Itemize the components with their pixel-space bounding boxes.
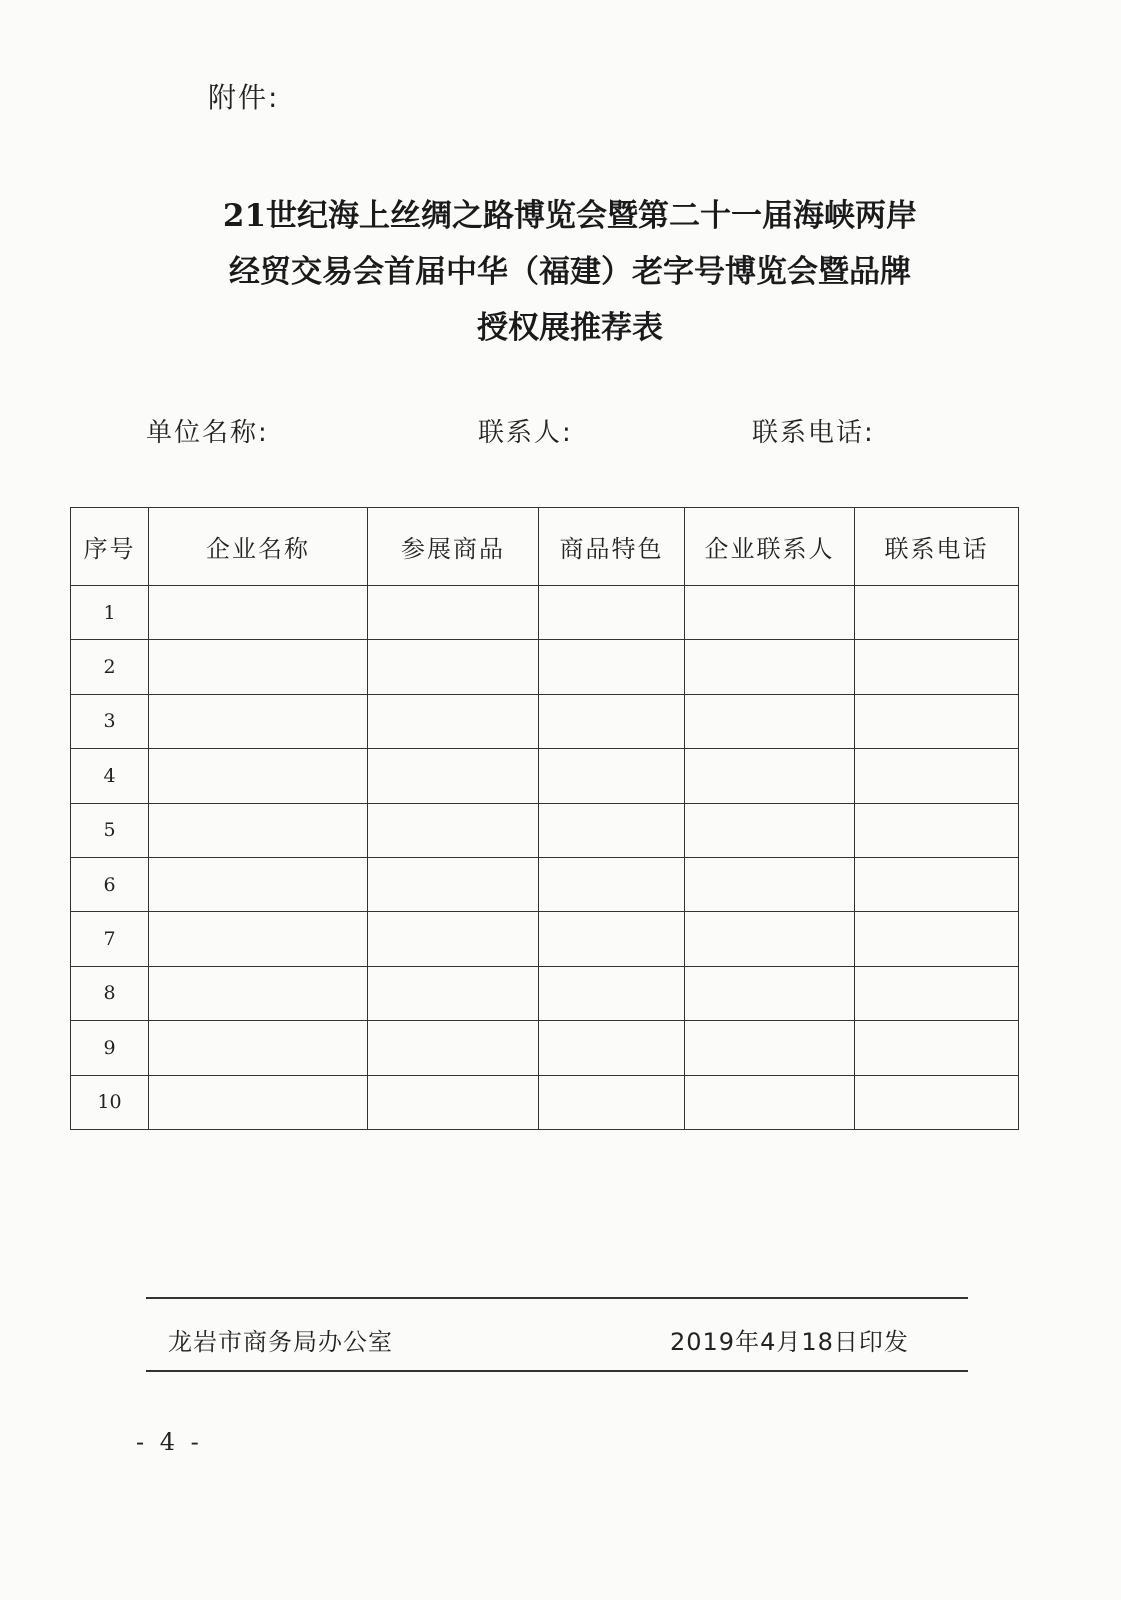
row-serial: 6 bbox=[71, 857, 149, 911]
cell-company-name bbox=[149, 586, 368, 640]
row-serial: 1 bbox=[71, 586, 149, 640]
table-row bbox=[71, 694, 1019, 748]
row-serial: 3 bbox=[71, 694, 149, 748]
row-serial: 2 bbox=[71, 640, 149, 694]
header-company-name: 企业名称 bbox=[149, 508, 368, 586]
row-serial: 8 bbox=[71, 966, 149, 1020]
title-line-3: 授权展推荐表 bbox=[477, 310, 663, 346]
cell-exhibit-goods bbox=[368, 803, 539, 857]
cell-exhibit-goods bbox=[368, 1075, 539, 1129]
header-company-contact: 企业联系人 bbox=[685, 508, 855, 586]
row-serial: 9 bbox=[71, 1021, 149, 1075]
contact-person-label: 联系人: bbox=[478, 418, 573, 448]
issuer-office: 龙岩市商务局办公室 bbox=[168, 1328, 393, 1356]
title-line-2: 经贸交易会首届中华（福建）老字号博览会暨品牌 bbox=[229, 254, 911, 290]
cell-phone bbox=[855, 857, 1019, 911]
page-number: - 4 - bbox=[136, 1428, 203, 1456]
cell-phone bbox=[855, 912, 1019, 966]
cell-company-contact bbox=[685, 912, 855, 966]
cell-phone bbox=[855, 1075, 1019, 1129]
row-serial: 10 bbox=[71, 1075, 149, 1129]
recommendation-table bbox=[70, 507, 1019, 1130]
table-header-row bbox=[71, 508, 1019, 586]
table-row bbox=[71, 749, 1019, 803]
cell-goods-features bbox=[539, 1021, 685, 1075]
cell-company-name bbox=[149, 966, 368, 1020]
cell-goods-features bbox=[539, 694, 685, 748]
cell-exhibit-goods bbox=[368, 912, 539, 966]
cell-company-contact bbox=[685, 640, 855, 694]
cell-exhibit-goods bbox=[368, 1021, 539, 1075]
cell-company-name bbox=[149, 803, 368, 857]
table-row bbox=[71, 1021, 1019, 1075]
cell-goods-features bbox=[539, 857, 685, 911]
table-row bbox=[71, 857, 1019, 911]
cell-company-contact bbox=[685, 694, 855, 748]
cell-company-contact bbox=[685, 803, 855, 857]
header-goods-features: 商品特色 bbox=[539, 508, 685, 586]
cell-company-name bbox=[149, 749, 368, 803]
row-serial: 4 bbox=[71, 749, 149, 803]
table-row bbox=[71, 586, 1019, 640]
cell-company-name bbox=[149, 1075, 368, 1129]
cell-phone bbox=[855, 694, 1019, 748]
cell-phone bbox=[855, 1021, 1019, 1075]
cell-phone bbox=[855, 966, 1019, 1020]
cell-company-name bbox=[149, 912, 368, 966]
row-serial: 7 bbox=[71, 912, 149, 966]
cell-goods-features bbox=[539, 912, 685, 966]
unit-name-label: 单位名称: bbox=[146, 418, 269, 448]
cell-exhibit-goods bbox=[368, 857, 539, 911]
table-row bbox=[71, 912, 1019, 966]
cell-company-contact bbox=[685, 586, 855, 640]
attachment-label: 附件: bbox=[208, 81, 280, 114]
cell-goods-features bbox=[539, 803, 685, 857]
cell-goods-features bbox=[539, 586, 685, 640]
cell-company-name bbox=[149, 640, 368, 694]
cell-company-contact bbox=[685, 857, 855, 911]
contact-phone-label: 联系电话: bbox=[752, 418, 875, 448]
cell-phone bbox=[855, 586, 1019, 640]
cell-goods-features bbox=[539, 749, 685, 803]
table-row bbox=[71, 640, 1019, 694]
table-row bbox=[71, 803, 1019, 857]
footer-top-rule bbox=[146, 1297, 968, 1299]
table-row bbox=[71, 1075, 1019, 1129]
cell-phone bbox=[855, 803, 1019, 857]
header-serial: 序号 bbox=[71, 508, 149, 586]
cell-phone bbox=[855, 640, 1019, 694]
cell-goods-features bbox=[539, 1075, 685, 1129]
cell-exhibit-goods bbox=[368, 640, 539, 694]
issue-date: 2019年4月18日印发 bbox=[670, 1328, 909, 1356]
header-exhibit-goods: 参展商品 bbox=[368, 508, 539, 586]
cell-goods-features bbox=[539, 640, 685, 694]
cell-company-contact bbox=[685, 749, 855, 803]
header-phone: 联系电话 bbox=[855, 508, 1019, 586]
cell-exhibit-goods bbox=[368, 966, 539, 1020]
cell-exhibit-goods bbox=[368, 749, 539, 803]
cell-company-name bbox=[149, 857, 368, 911]
row-serial: 5 bbox=[71, 803, 149, 857]
cell-company-name bbox=[149, 1021, 368, 1075]
cell-company-contact bbox=[685, 1075, 855, 1129]
cell-company-contact bbox=[685, 966, 855, 1020]
cell-exhibit-goods bbox=[368, 586, 539, 640]
form-fields bbox=[0, 412, 1121, 452]
table-row bbox=[71, 966, 1019, 1020]
cell-company-contact bbox=[685, 1021, 855, 1075]
cell-exhibit-goods bbox=[368, 694, 539, 748]
title-line-1: 21世纪海上丝绸之路博览会暨第二十一届海峡两岸 bbox=[222, 198, 918, 234]
cell-phone bbox=[855, 749, 1019, 803]
footer-bottom-rule bbox=[146, 1370, 968, 1372]
cell-goods-features bbox=[539, 966, 685, 1020]
cell-company-name bbox=[149, 694, 368, 748]
document-title bbox=[150, 188, 990, 356]
